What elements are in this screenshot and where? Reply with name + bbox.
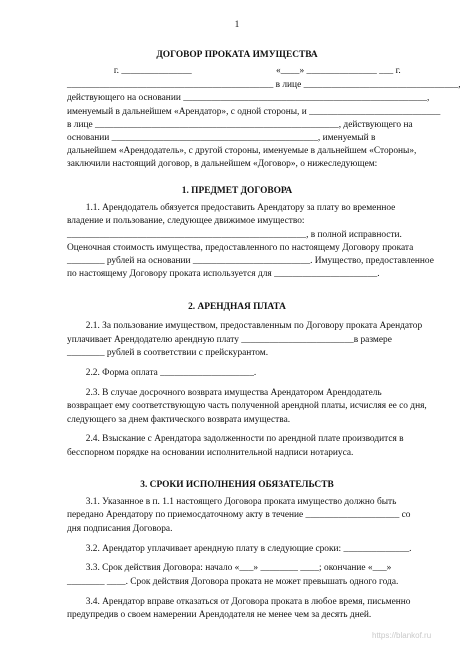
intro-line: заключили настоящий договор, в дальнейшем «Договор», о нижеследующем: [67, 159, 378, 169]
section-line: 2.4. Взыскание с Арендатора задолженности по арендной плате производится в [67, 434, 404, 444]
section-line: 3.2. Арендатор уплачивает арендную плату в следующие сроки: ______________. [67, 544, 412, 554]
section-line: передано Арендатору по приемосдаточному акту в течение ____________________ со [67, 510, 411, 520]
section-line: бесспорном порядке на основании исполнительной надписи нотариуса. [67, 448, 354, 458]
section-heading: 3. СРОКИ ИСПОЛНЕНИЯ ОБЯЗАТЕЛЬСТВ [140, 480, 334, 490]
section-line: по настоящему Договору проката используется для ______________________. [67, 269, 380, 279]
section-line: возвращает ему соответствующую часть полученной арендной платы, исчисляя ее со дня, [67, 401, 427, 411]
watermark: https://blankof.ru [372, 631, 432, 640]
page-number: 1 [234, 20, 240, 30]
section-line: ___________________________________________________, в полной исправности. [67, 230, 402, 240]
section-line: ________ ____. Срок действия Договора проката не может превышать одного года. [67, 577, 399, 587]
section-line: владение и пользование, следующее движимое имущество: [67, 216, 305, 226]
section-line: 2.3. В случае досрочного возврата имущества Арендатором Арендодатель [67, 388, 382, 398]
section-line: ________ рублей на основании _________________________. Имущество, предоставленное [67, 256, 434, 266]
section-heading: 1. ПРЕДМЕТ ДОГОВОРА [181, 186, 293, 196]
intro-line: г. _______________ «____» _______________ ___ г. [67, 66, 401, 76]
intro-line: в лице ____________________________________________________, действующего на [67, 120, 413, 130]
section-line: 3.3. Срок действия Договора: начало «___» ________ ____; окончание «___» [67, 563, 392, 573]
section-line: следующего за днем фактического возврата имущества. [67, 415, 291, 425]
section-line: 1.1. Арендодатель обязуется предоставить Арендатору за плату во временное [67, 203, 396, 213]
section-line: 3.1. Указанное в п. 1.1 настоящего Договора проката имущество должно быть [67, 497, 397, 507]
intro-line: ____________________________________________ в лице _________________________________, [67, 80, 461, 90]
section-line: 3.4. Арендатор вправе отказаться от Договора проката в любое время, письменно [67, 597, 411, 607]
section-heading: 2. АРЕНДНАЯ ПЛАТА [188, 302, 286, 312]
intro-line: дальнейшем «Арендодатель», с другой стороны, именуемые в дальнейшем «Стороны», [67, 146, 417, 156]
section-line: уплачивает Арендодателю арендную плату ________________________в размере [67, 335, 392, 345]
section-line: 2.1. За пользование имуществом, предоставленным по Договору проката Арендатор [67, 321, 423, 331]
intro-line: именуемый в дальнейшем «Арендатор», с одной стороны, и ____________________________ [67, 107, 441, 117]
intro-line: основании ____________________________________________, именуемый в [67, 133, 376, 143]
intro-line: действующего на основании ____________________________________________________, [67, 93, 430, 103]
section-line: дня подписания Договора. [67, 524, 173, 534]
section-line: ________ рублей в соответствии с прейскурантом. [67, 348, 269, 358]
document-title: ДОГОВОР ПРОКАТА ИМУЩЕСТВА [156, 50, 318, 60]
section-line: 2.2. Форма оплата ____________________. [67, 368, 257, 378]
section-line: Оценочная стоимость имущества, предоставленного по настоящему Договору проката [67, 243, 414, 253]
section-line: предупредив о своем намерении Арендодателя не менее чем за десять дней. [67, 610, 372, 620]
